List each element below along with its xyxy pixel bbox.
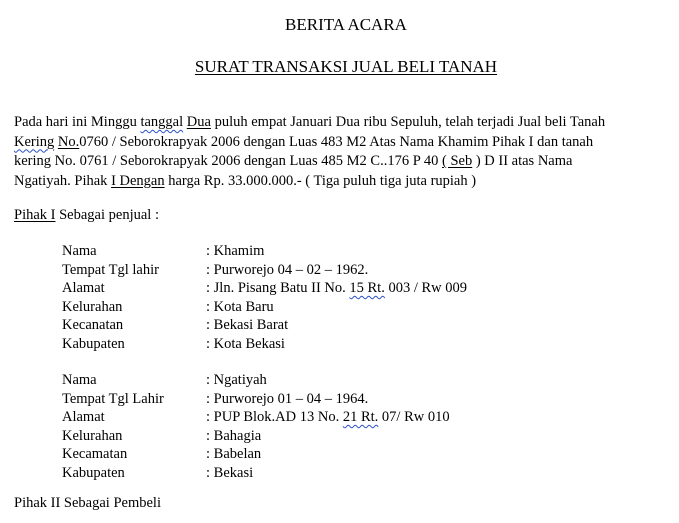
pihak-2-heading: Pihak II Sebagai Pembeli [14,495,161,511]
field-row-kabupaten [62,464,622,483]
field-value: : Khamim [206,243,265,259]
field-value: : Babelan [206,446,262,462]
underlined-word: No. [57,133,80,150]
underlined-word: Dua [186,114,211,130]
paragraph-line-4 [14,172,674,192]
field-label: Alamat [62,409,105,425]
spellcheck-word: tanggal [140,114,184,130]
text-run: Pada hari ini Minggu [14,114,141,130]
document-title: BERITA ACARA [285,15,407,34]
field-value: : Bekasi Barat [206,317,289,333]
spellcheck-word: 15 Rt. [349,280,385,296]
text-run: puluh empat Januari Dua ribu Sepuluh, telah terjadi Jual beli Tanah [210,114,606,130]
field-label: Tempat Tgl lahir [62,261,159,278]
text-run: Ngatiyah. Pihak [14,172,112,189]
spellcheck-word: Kering [14,133,55,150]
paragraph-line-2 [14,133,674,153]
underlined-word: I Dengan [111,172,165,189]
text-run: 07/ Rw 010 [378,409,450,425]
text-run: Sebagai penjual : [55,207,159,223]
underlined-word: Pihak I [14,207,56,223]
spellcheck-word: 21 Rt. [342,409,379,425]
field-label: Alamat [62,280,105,296]
field-label: Kabupaten [62,464,125,481]
field-value: : Bahagia [206,427,262,444]
field-row-alamat [62,408,622,427]
field-value: : Kota Baru [206,298,274,315]
field-value: : Purworejo 01 – 04 – 1964. [206,390,369,407]
paragraph-line-1 [14,113,674,133]
underlined-word: ( Seb [441,153,473,169]
pihak-2-fields [62,371,622,482]
field-row-kelurahan [62,298,622,317]
field-label: Tempat Tgl Lahir [62,390,164,407]
field-row-kelurahan [62,427,622,446]
field-value: : Ngatiyah [206,372,267,388]
text-run: harga Rp. 33.000.000.- ( Tiga puluh tiga juta rupiah ) [164,172,477,189]
field-value: : Kota Bekasi [206,335,285,352]
field-row-nama [62,242,622,261]
field-row-kecamatan [62,445,622,464]
field-value: : Bekasi [206,464,254,481]
field-label: Nama [62,243,97,259]
field-label: Kabupaten [62,335,125,352]
field-label: Kecanatan [62,317,124,333]
text-run: : Jln. Pisang Batu II No. [206,280,350,296]
text-run: : PUP Blok.AD 13 No. [206,409,343,425]
field-row-tempat-tgl-lahir [62,390,622,409]
field-label: Kelurahan [62,427,123,444]
text-run: 003 / Rw 009 [384,280,468,296]
text-run: 0760 / Seborokrapyak 2006 dengan Luas 483 M2 Atas Nama Khamim Pihak I dan tanah [79,133,594,150]
field-value [206,408,450,427]
pihak-1-heading [14,206,159,225]
field-label: Kelurahan [62,298,123,315]
field-label: Kecamatan [62,446,128,462]
field-row-alamat [62,279,622,298]
paragraph-line-3 [14,152,674,172]
field-value [206,279,467,298]
text-run: kering No. 0761 / Seborokrapyak 2006 dengan Luas 485 M2 C..176 P 40 [14,153,442,169]
transaction-paragraph [14,113,674,191]
field-label: Nama [62,372,97,388]
text-run: ) D II atas Nama [472,153,573,169]
field-value: : Purworejo 04 – 02 – 1962. [206,261,369,278]
document-subtitle: SURAT TRANSAKSI JUAL BELI TANAH [194,57,498,76]
field-row-kabupaten [62,335,622,354]
field-row-tempat-tgl-lahir [62,261,622,280]
pihak-1-fields [62,242,622,353]
field-row-nama [62,371,622,390]
field-row-kecamatan [62,316,622,335]
